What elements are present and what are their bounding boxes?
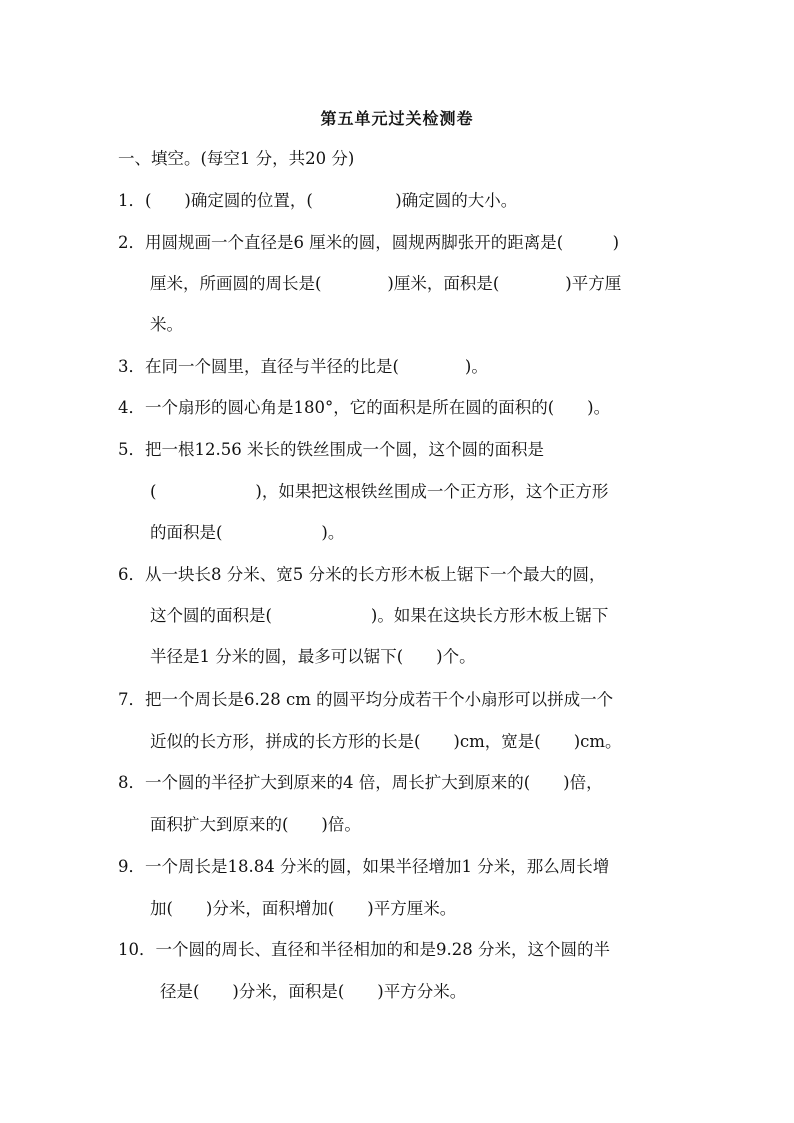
question-2-line-1: 2．用圆规画一个直径是6 厘米的圆，圆规两脚张开的距离是( ) xyxy=(118,233,620,252)
question-10-line-2: 径是( )分米，面积是( )平方分米。 xyxy=(160,982,467,1001)
page-title: 第五单元过关检测卷 xyxy=(320,109,474,128)
question-5-line-2: ( )，如果把这根铁丝围成一个正方形，这个正方形 xyxy=(150,482,609,501)
question-6-line-2: 这个圆的面积是( )。如果在这块长方形木板上锯下 xyxy=(150,606,609,625)
question-8-line-2: 面积扩大到原来的( )倍。 xyxy=(150,815,361,834)
question-6-line-3: 半径是1 分米的圆，最多可以锯下( )个。 xyxy=(150,647,476,666)
question-5-line-1: 5．把一根12.56 米长的铁丝围成一个圆，这个圆的面积是 xyxy=(118,440,544,459)
section-heading: 一、填空。(每空1 分，共20 分) xyxy=(118,149,355,168)
question-7-line-2: 近似的长方形，拼成的长方形的长是( )cm，宽是( )cm。 xyxy=(150,732,622,751)
question-2-line-3: 米。 xyxy=(150,315,183,334)
question-7-line-1: 7．把一个周长是6.28 cm 的圆平均分成若干个小扇形可以拼成一个 xyxy=(118,690,614,709)
question-9-line-1: 9．一个周长是18.84 分米的圆，如果半径增加1 分米，那么周长增 xyxy=(118,857,610,876)
question-10-line-1: 10．一个圆的周长、直径和半径相加的和是9.28 分米，这个圆的半 xyxy=(118,940,610,959)
question-4: 4．一个扇形的圆心角是180°，它的面积是所在圆的面积的( )。 xyxy=(118,398,611,417)
question-5-line-3: 的面积是( )。 xyxy=(150,523,345,542)
question-2-line-2: 厘米，所画圆的周长是( )厘米，面积是( )平方厘 xyxy=(150,274,622,293)
question-9-line-2: 加( )分米，面积增加( )平方厘米。 xyxy=(150,899,457,918)
question-8-line-1: 8．一个圆的半径扩大到原来的4 倍，周长扩大到原来的( )倍， xyxy=(118,773,603,792)
question-6-line-1: 6．从一块长8 分米、宽5 分米的长方形木板上锯下一个最大的圆， xyxy=(118,565,606,584)
question-3: 3．在同一个圆里，直径与半径的比是( )。 xyxy=(118,357,488,376)
question-1: 1．( )确定圆的位置，( )确定圆的大小。 xyxy=(118,191,518,210)
